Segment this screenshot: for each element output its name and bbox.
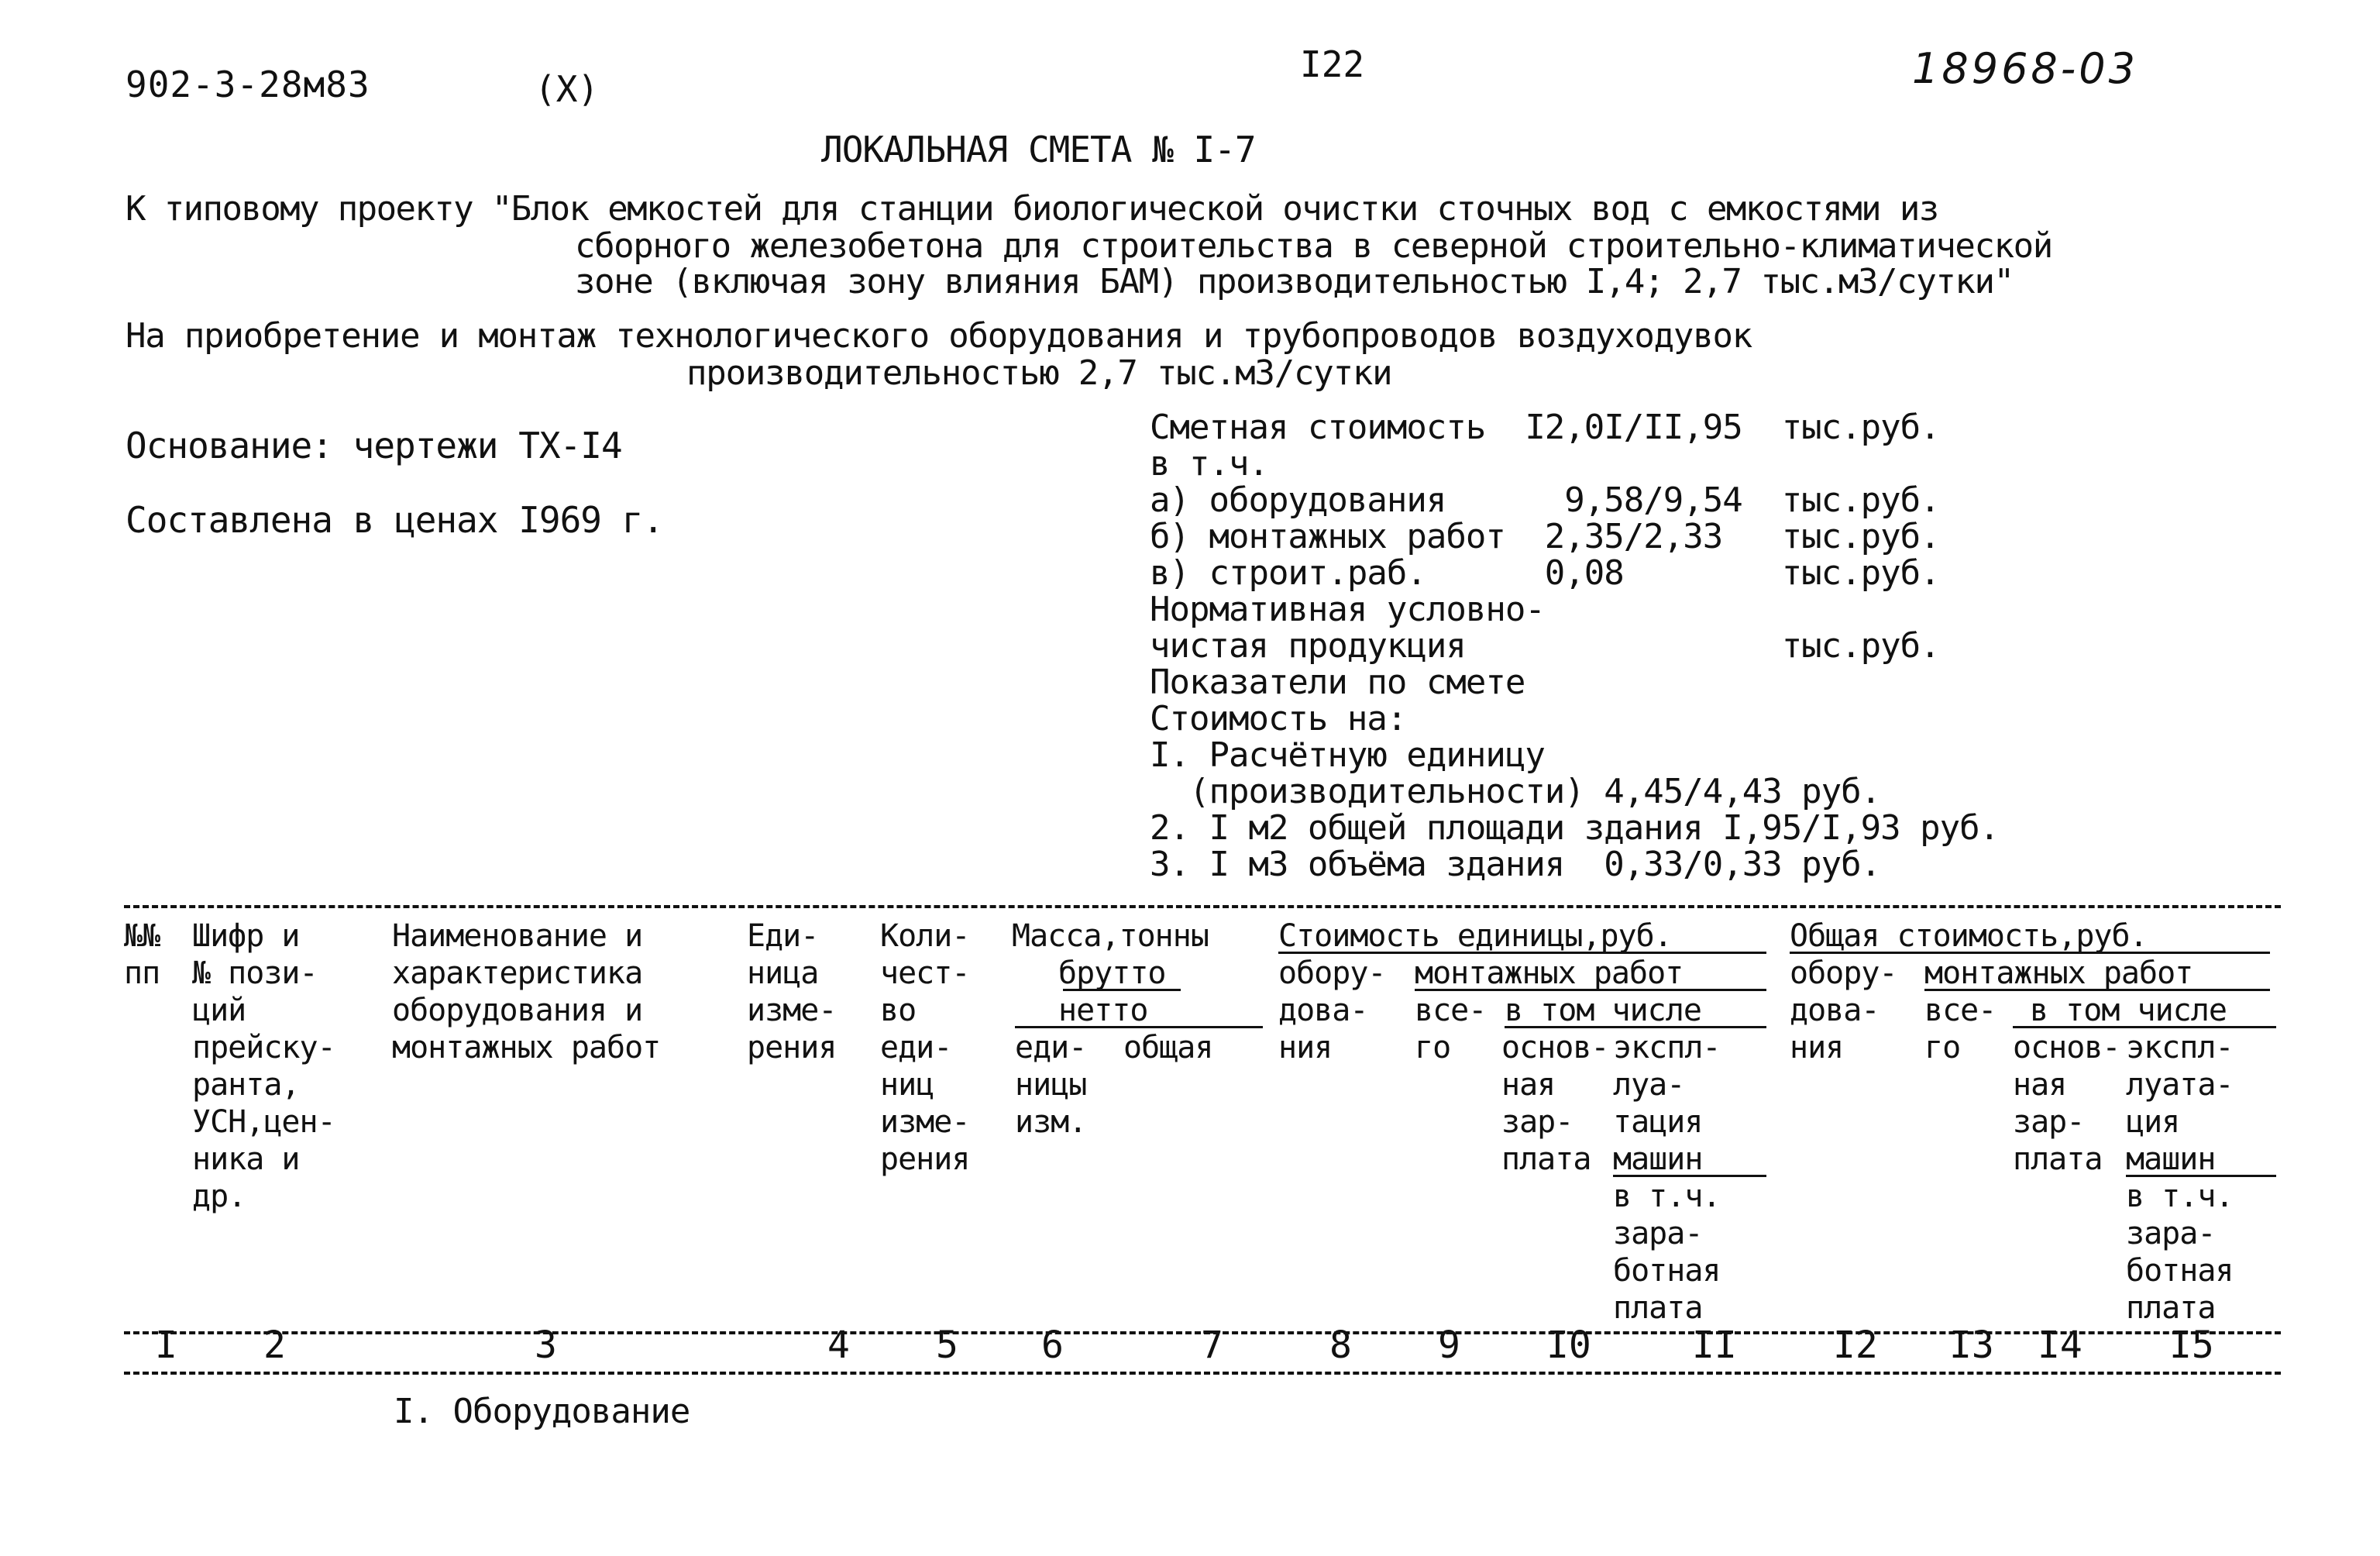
page-number: I22 — [1300, 43, 1365, 85]
col-unit-header: Еди- ница изме- рения — [747, 918, 837, 1065]
col-quantity-header: Коли- чест- во еди- ниц изме- рения — [880, 918, 970, 1177]
cost-summary-line: б) монтажных работ 2,35/2,33 тыс.руб. — [1150, 517, 1940, 556]
col-total-including-header: в том числе — [2030, 993, 2227, 1028]
col-unit-mounting-total-header: все- го — [1415, 993, 1487, 1065]
col-total-equipment-header: обору- дова- ния — [1790, 955, 1897, 1065]
document-code: 902-3-28м83 — [126, 64, 370, 105]
basis-text: Основание: чертежи ТХ-I4 — [126, 425, 622, 466]
col-unit-cost-header: Стоимость единицы,руб. — [1278, 918, 1672, 954]
column-number-2: 2 — [263, 1324, 286, 1367]
column-number-10: I0 — [1546, 1324, 1591, 1367]
purpose-line-2: производительностью 2,7 тыс.м3/сутки — [686, 353, 1392, 393]
underline-netto — [1015, 1026, 1263, 1028]
col-number-header: №№ пп — [124, 918, 160, 991]
col-total-machines-header: экспл- луата- ция машин — [2126, 1030, 2234, 1177]
underline-total-machines — [2126, 1175, 2276, 1177]
stamp-number: 18968-03 — [1912, 44, 2138, 93]
column-number-7: 7 — [1201, 1324, 1223, 1367]
underline-unit-mounting — [1415, 989, 1766, 991]
table-top-rule — [124, 905, 2281, 908]
column-number-11: II — [1692, 1324, 1737, 1367]
column-number-3: 3 — [535, 1324, 557, 1367]
underline-total-including — [2013, 1026, 2276, 1028]
underline-unit-machines — [1613, 1175, 1766, 1177]
col-unit-including-header: в том числе — [1505, 993, 1701, 1028]
column-number-5: 5 — [936, 1324, 958, 1367]
column-number-6: 6 — [1041, 1324, 1064, 1367]
col-unit-mounting-header: монтажных работ — [1415, 955, 1684, 991]
col-mass-header: Масса,тонны — [1012, 918, 1209, 954]
column-number-14: I4 — [2038, 1324, 2082, 1367]
cost-summary-line: Сметная стоимость I2,0I/II,95 тыс.руб. — [1150, 408, 1940, 447]
col-mass-unit-header: еди- ницы изм. — [1015, 1030, 1087, 1140]
col-mass-brutto: брутто — [1058, 955, 1166, 991]
column-number-8: 8 — [1329, 1324, 1352, 1367]
purpose-line-1: На приобретение и монтаж технологического оборудования и трубопроводов воздуходувок — [126, 316, 1752, 356]
cost-summary-line: в) строит.раб. 0,08 тыс.руб. — [1150, 553, 1940, 593]
cost-summary-line: I. Расчётную единицу — [1150, 735, 1545, 775]
cost-summary-line: Нормативная условно- — [1150, 590, 1545, 629]
project-line-3: зоне (включая зону влияния БАМ) производительностью I,4; 2,7 тыс.м3/сутки" — [575, 262, 2014, 301]
column-number-13: I3 — [1949, 1324, 1994, 1367]
underline-total-mounting — [1924, 989, 2270, 991]
section-title: I. Оборудование — [394, 1392, 690, 1431]
cost-summary-line: (производительности) 4,45/4,43 руб. — [1150, 772, 1881, 811]
underline-unit-cost — [1278, 952, 1766, 954]
cost-summary-line: 2. I м2 общей площади здания I,95/I,93 руб. — [1150, 808, 2000, 848]
col-code-header: Шифр и № пози- ций прейску- ранта, УСН,цен- ника и др. — [192, 918, 335, 1214]
cost-summary-line: чистая продукция тыс.руб. — [1150, 626, 1940, 666]
col-mass-total-header: общая — [1123, 1030, 1213, 1065]
column-number-1: I — [155, 1324, 177, 1367]
col-total-cost-header: Общая стоимость,руб. — [1790, 918, 2148, 954]
column-number-9: 9 — [1438, 1324, 1460, 1367]
cost-summary-line: Показатели по смете — [1150, 663, 1525, 702]
column-number-12: I2 — [1833, 1324, 1878, 1367]
cost-summary-line: в т.ч. — [1150, 444, 1268, 484]
column-number-4: 4 — [827, 1324, 850, 1367]
column-number-15: I5 — [2169, 1324, 2214, 1367]
prices-year-text: Составлена в ценах I969 г. — [126, 499, 664, 541]
cost-summary-line: Стоимость на: — [1150, 699, 1407, 738]
underline-unit-including — [1505, 1026, 1766, 1028]
document-mark: (X) — [535, 68, 600, 110]
col-total-salary-header: основ- ная зар- плата — [2013, 1030, 2120, 1177]
page-title: ЛОКАЛЬНАЯ СМЕТА № I-7 — [821, 129, 1256, 170]
col-unit-salary-header: основ- ная зар- плата — [1501, 1030, 1609, 1177]
underline-total-cost — [1790, 952, 2270, 954]
col-total-mounting-total-header: все- го — [1924, 993, 1997, 1065]
col-total-machines-salary-header: в т.ч. зара- ботная плата — [2126, 1179, 2234, 1326]
col-unit-machines-salary-header: в т.ч. зара- ботная плата — [1613, 1179, 1721, 1326]
col-total-mounting-header: монтажных работ — [1924, 955, 2193, 991]
col-unit-equipment-header: обору- дова- ния — [1278, 955, 1386, 1065]
col-mass-netto: нетто — [1058, 993, 1148, 1028]
underline-brutto — [1063, 989, 1181, 991]
col-name-header: Наименование и характеристика оборудования и монтажных работ — [392, 918, 661, 1065]
project-line-2: сборного железобетона для строительства в северной строительно-климатической — [575, 226, 2052, 266]
cost-summary-line: 3. I м3 объёма здания 0,33/0,33 руб. — [1150, 845, 1881, 884]
project-line-1: К типовому проекту "Блок емкостей для станции биологической очистки сточных вод с емкостями из — [126, 189, 1938, 229]
col-unit-machines-header: экспл- луа- тация машин — [1613, 1030, 1721, 1177]
column-numbers-bottom-rule — [124, 1372, 2281, 1375]
cost-summary-line: а) оборудования 9,58/9,54 тыс.руб. — [1150, 480, 1940, 520]
